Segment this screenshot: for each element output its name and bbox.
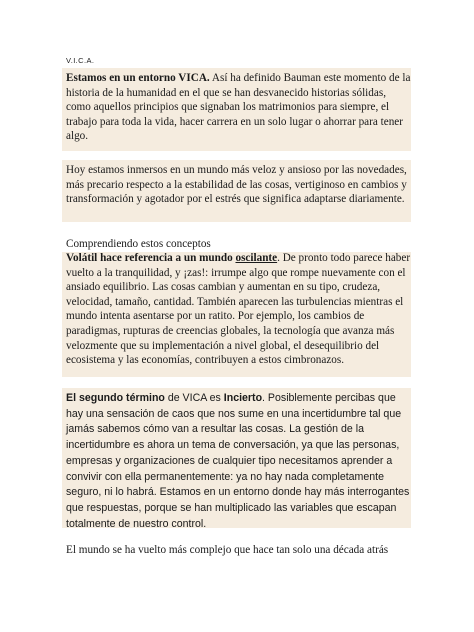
intro-text: Así ha definido Bauman este momento de la historia de la humanidad en el que se han desvanecido historias sólidas, como aquellos principios que signaban los matrimonios para siempre, el trabajo para toda la vida, hacer carrera en un solo lugar o ahorrar para tener algo.	[66, 72, 411, 143]
incierto-bold-1: El segundo término	[66, 392, 165, 404]
incierto-text-2: . Posiblemente percibas que hay una sensación de caos que nos sume en una incertidumbre tal que jamás sabemos cómo van a resultar las cosas. La gestión de la incertidumbre es ahora un tema de conversación, ya que las personas, empresas y organizaciones de cualquier tipo necesitamos aprender a convivir con ella permanentemente: ya no hay nada completamente seguro, ni lo habrá. Estamos en un entorno donde hay más interrogantes que respuestas, porque se han multiplicado las variables que escapan totalmente de nuestro control.	[66, 392, 410, 530]
incierto-bold-2: Incierto	[223, 392, 263, 404]
volatil-text: . De pronto todo parece haber vuelto a la tranquilidad, y ¡zas!: irrumpe algo que rompe nuevamente con el ansiado equilibrio. Las cosas cambian y aumentan en su tipo, crudeza, velocidad, tamaño, cantidad. También aparecen las turbulencias mientras el mundo intenta asentarse por un ratito. Por ejemplo, los cambios de paradigmas, rupturas de creencias globales, la tecnología que avanza más velozmente que su implementación a nivel global, el desequilibrio del ecosistema y las economías, contribuyen a estos cimbronazos.	[66, 252, 411, 367]
incierto-text-1: de VICA es	[164, 392, 224, 404]
paragraph-intro	[66, 71, 411, 144]
paragraph-volatil	[66, 251, 411, 368]
volatil-bold: Volátil hace referencia a un mundo	[66, 252, 236, 264]
concepts-heading: Comprendiendo estos conceptos	[66, 238, 211, 250]
intro-bold: Estamos en un entorno VICA.	[66, 72, 210, 84]
paragraph-today: Hoy estamos inmersos en un mundo más veloz y ansioso por las novedades, más precario respecto a la estabilidad de las cosas, vertiginoso en cambios y transformación y agotador por el estrés que significa adaptarse diariamente.	[66, 164, 407, 206]
paragraph-complejo: El mundo se ha vuelto más complejo que hace tan solo una década atrás	[66, 544, 389, 556]
paragraph-incierto	[66, 391, 411, 532]
document-header: V.I.C.A.	[66, 56, 95, 65]
volatil-underline: oscilante	[235, 252, 278, 264]
